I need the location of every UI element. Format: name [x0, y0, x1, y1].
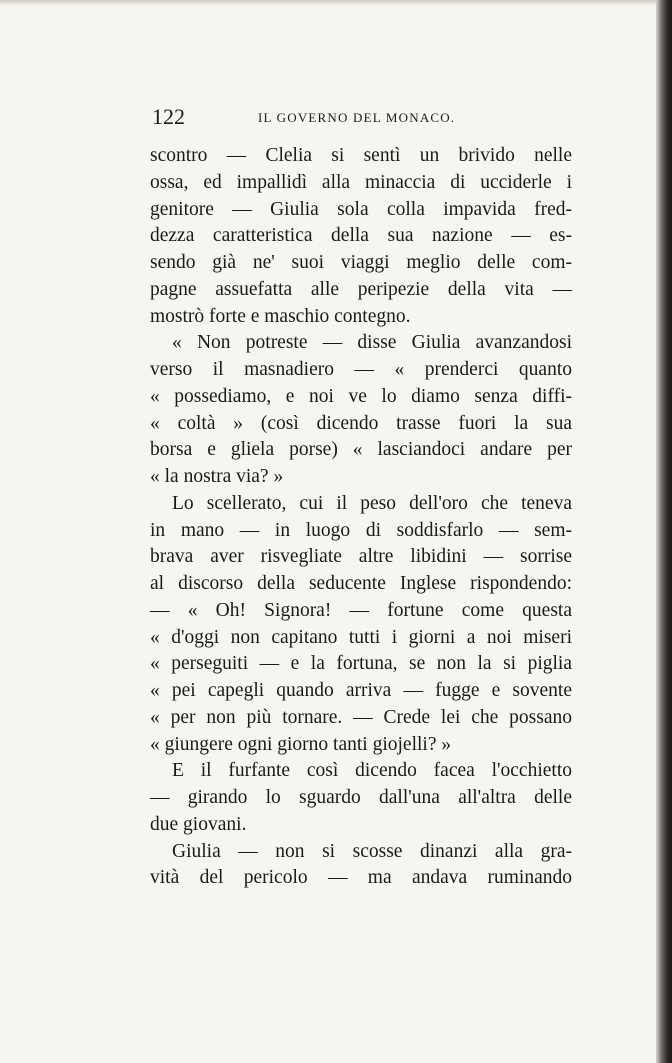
text-line: Giulia — non si scosse dinanzi alla gra-: [172, 840, 572, 862]
text-line: brava aver risvegliate altre libidini — sorrise: [150, 546, 572, 568]
book-spine-shadow: [656, 0, 672, 1063]
text-line: — « Oh! Signora! — fortune come questa: [150, 599, 572, 621]
text-line: « pei capegli quando arriva — fugge e sovente: [150, 680, 572, 701]
text-line: E il furfante così dicendo facea l'occhietto: [172, 760, 572, 782]
text-line: dezza caratteristica della sua nazione — es-: [150, 225, 572, 247]
text-line: « Non potreste — disse Giulia avanzandosi: [172, 332, 572, 354]
page-top-edge: [0, 0, 672, 6]
text-line: « d'oggi non capitano tutti i giorni a noi miseri: [150, 626, 572, 648]
text-line: borsa e gliela porse) « lasciandoci andare per: [150, 439, 572, 461]
text-line: due giovani.: [150, 813, 247, 835]
running-title: IL GOVERNO DEL MONACO.: [258, 110, 456, 125]
text-line: — girando lo sguardo dall'una all'altra delle: [150, 787, 572, 808]
text-line: « la nostra via? »: [150, 466, 284, 487]
text-line: « possediamo, e noi ve lo diamo senza diffi-: [150, 385, 572, 407]
text-line: genitore — Giulia sola colla impavida fred-: [150, 198, 572, 220]
body-text: [150, 143, 572, 892]
page-number: 122: [152, 104, 185, 129]
text-line: mostrò forte e maschio contegno.: [150, 305, 411, 327]
text-line: sendo già ne' suoi viaggi meglio delle com-: [150, 252, 572, 273]
text-line: scontro — Clelia si sentì un brivido nelle: [150, 145, 572, 166]
text-line: al discorso della seducente Inglese rispondendo:: [150, 573, 572, 594]
text-line: « per non più tornare. — Crede lei che possano: [150, 706, 572, 728]
text-line: in mano — in luogo di soddisfarlo — sem-: [150, 519, 572, 541]
text-line: « coltà » (così dicendo trasse fuori la sua: [150, 412, 572, 434]
text-line: vità del pericolo — ma andava ruminando: [150, 867, 572, 889]
text-line: Lo scellerato, cui il peso dell'oro che teneva: [172, 492, 572, 514]
page-header: [152, 103, 572, 133]
text-line: ossa, ed impallidì alla minaccia di ucciderle i: [150, 171, 572, 193]
text-line: pagne assuefatta alle peripezie della vita —: [150, 278, 572, 300]
text-line: « giungere ogni giorno tanti giojelli? »: [150, 733, 452, 755]
text-line: verso il masnadiero — « prenderci quanto: [150, 359, 572, 380]
text-line: « perseguiti — e la fortuna, se non la si piglia: [150, 653, 572, 675]
